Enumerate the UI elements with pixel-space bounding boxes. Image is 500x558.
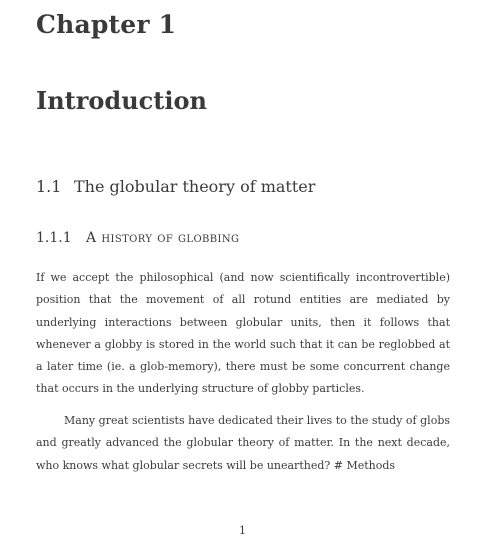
section-number: 1.1 <box>36 177 62 196</box>
section-title: The globular theory of matter <box>74 177 316 196</box>
chapter-label: Chapter 1 <box>36 10 177 39</box>
page-number: 1 <box>239 524 246 537</box>
body-paragraph: If we accept the philosophical (and now scientifically incontrovertible) position that the movement of all rotund entities are mediated by underlying interactions between globular units, then it follows that whenever a globby is stored in the world such that it can be reglobbed at a later time (ie. a glob-memory), there must be some concurrent change that occurs in the underlying structure of globby particles. <box>36 271 450 396</box>
section-heading <box>36 176 315 198</box>
subsection-title: A history of globbing <box>86 230 240 246</box>
subsection-number: 1.1.1 <box>36 230 72 246</box>
body-paragraph: Many great scientists have dedicated their lives to the study of globs and greatly advanced the globular theory of matter. In the next decade, who knows what globular secrets will be unearthed? # Methods <box>36 414 450 472</box>
chapter-title: Introduction <box>36 86 207 115</box>
subsection-heading <box>36 228 239 248</box>
